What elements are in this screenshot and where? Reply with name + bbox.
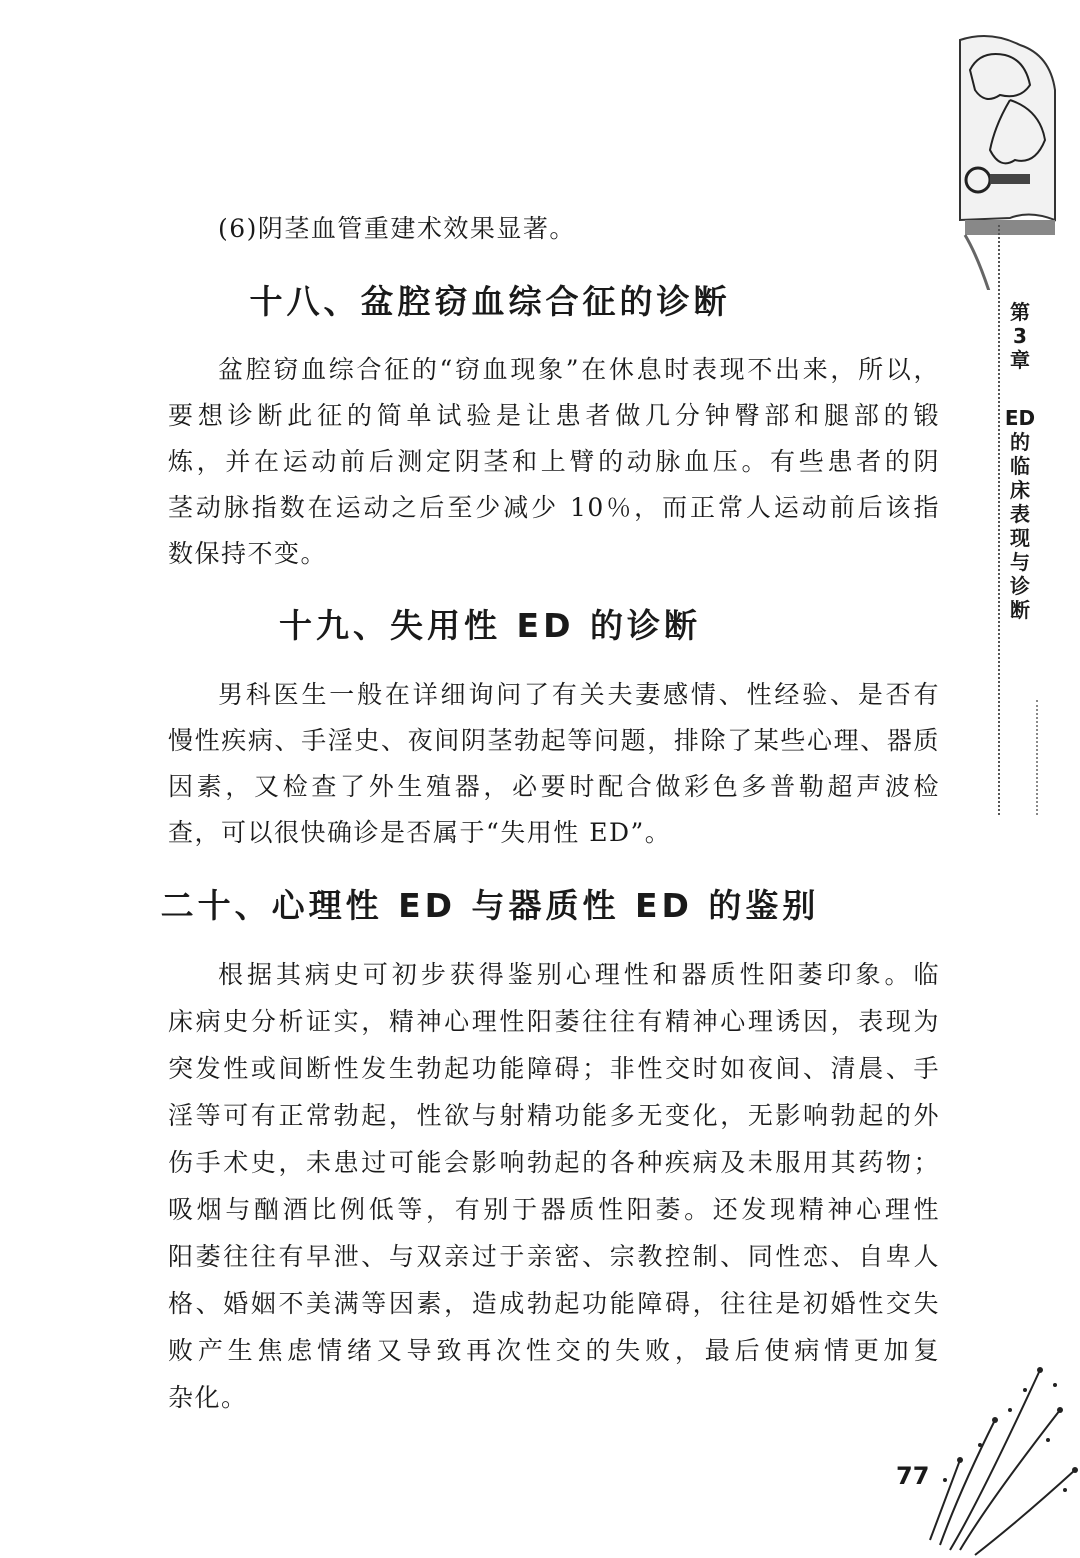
paragraph-line: 炼，并在运动前后测定阴茎和上臂的动脉血压。有些患者的阴 — [168, 447, 940, 476]
chapter-title-char: 临 — [1010, 454, 1030, 478]
section-heading-18: 十八、盆腔窃血综合征的诊断 — [249, 282, 731, 321]
chapter-title-char: 床 — [1010, 478, 1030, 502]
chapter-title-char: 断 — [1010, 598, 1030, 622]
chapter-title-char: ED — [1004, 406, 1036, 430]
paragraph-line: 要想诊断此征的简单试验是让患者做几分钟臀部和腿部的锻 — [168, 401, 940, 430]
paragraph-line: 阳萎往往有早泄、与双亲过于亲密、宗教控制、同性恋、自卑人 — [168, 1242, 940, 1271]
chapter-tab — [1000, 300, 1040, 660]
paragraph-line: 茎动脉指数在运动之后至少减少 10％，而正常人运动前后该指 — [168, 493, 940, 522]
paragraph-line: 床病史分析证实，精神心理性阳萎往往有精神心理诱因，表现为 — [168, 1007, 940, 1036]
paragraph-line: 败产生焦虑情绪又导致再次性交的失败，最后使病情更加复 — [168, 1336, 940, 1365]
intro-line: (6)阴茎血管重建术效果显著。 — [218, 214, 576, 243]
chapter-title-char: 表 — [1010, 502, 1030, 526]
section-heading-20: 二十、心理性 ED 与器质性 ED 的鉴别 — [160, 886, 820, 925]
paragraph-line: 突发性或间断性发生勃起功能障碍；非性交时如夜间、清晨、手 — [168, 1054, 940, 1083]
section-heading-19: 十九、失用性 ED 的诊断 — [279, 606, 701, 645]
paragraph-line: 查，可以很快确诊是否属于“失用性 ED”。 — [168, 818, 672, 847]
paragraph-line: 因素，又检查了外生殖器，必要时配合做彩色多普勒超声波检 — [168, 772, 940, 801]
chapter-title-char: 与 — [1010, 550, 1030, 574]
chapter-title-char: 诊 — [1010, 574, 1030, 598]
paragraph-line: 男科医生一般在详细询问了有关夫妻感情、性经验、是否有 — [218, 680, 940, 709]
page-number: 77 — [896, 1462, 930, 1490]
paragraph-line: 格、婚姻不美满等因素，造成勃起功能障碍，往往是初婚性交失 — [168, 1289, 940, 1318]
chapter-title-char: 的 — [1010, 430, 1030, 454]
paragraph-line: 吸烟与酗酒比例低等，有别于器质性阳萎。还发现精神心理性 — [168, 1195, 940, 1224]
paragraph-line: 根据其病史可初步获得鉴别心理性和器质性阳萎印象。临 — [218, 960, 940, 989]
tab-spacer — [1000, 372, 1040, 406]
paragraph-line: 淫等可有正常勃起，性欲与射精功能多无变化，无影响勃起的外 — [168, 1101, 940, 1130]
chapter-label: 第 — [1010, 300, 1030, 324]
paragraph-line: 杂化。 — [168, 1383, 248, 1412]
chapter-label: 章 — [1010, 348, 1030, 372]
floral-ornament-icon — [920, 1350, 1080, 1558]
chapter-label: 3 — [1013, 324, 1027, 348]
muscular-figure-illustration — [950, 30, 1060, 290]
paragraph-line: 慢性疾病、手淫史、夜间阴茎勃起等问题，排除了某些心理、器质 — [168, 726, 940, 755]
paragraph-line: 伤手术史，未患过可能会影响勃起的各种疾病及未服用其药物； — [168, 1148, 940, 1177]
paragraph-line: 盆腔窃血综合征的“窃血现象”在休息时表现不出来，所以， — [218, 355, 940, 384]
chapter-title-char: 现 — [1010, 526, 1030, 550]
tab-divider-line — [1036, 700, 1038, 815]
paragraph-line: 数保持不变。 — [168, 539, 328, 568]
